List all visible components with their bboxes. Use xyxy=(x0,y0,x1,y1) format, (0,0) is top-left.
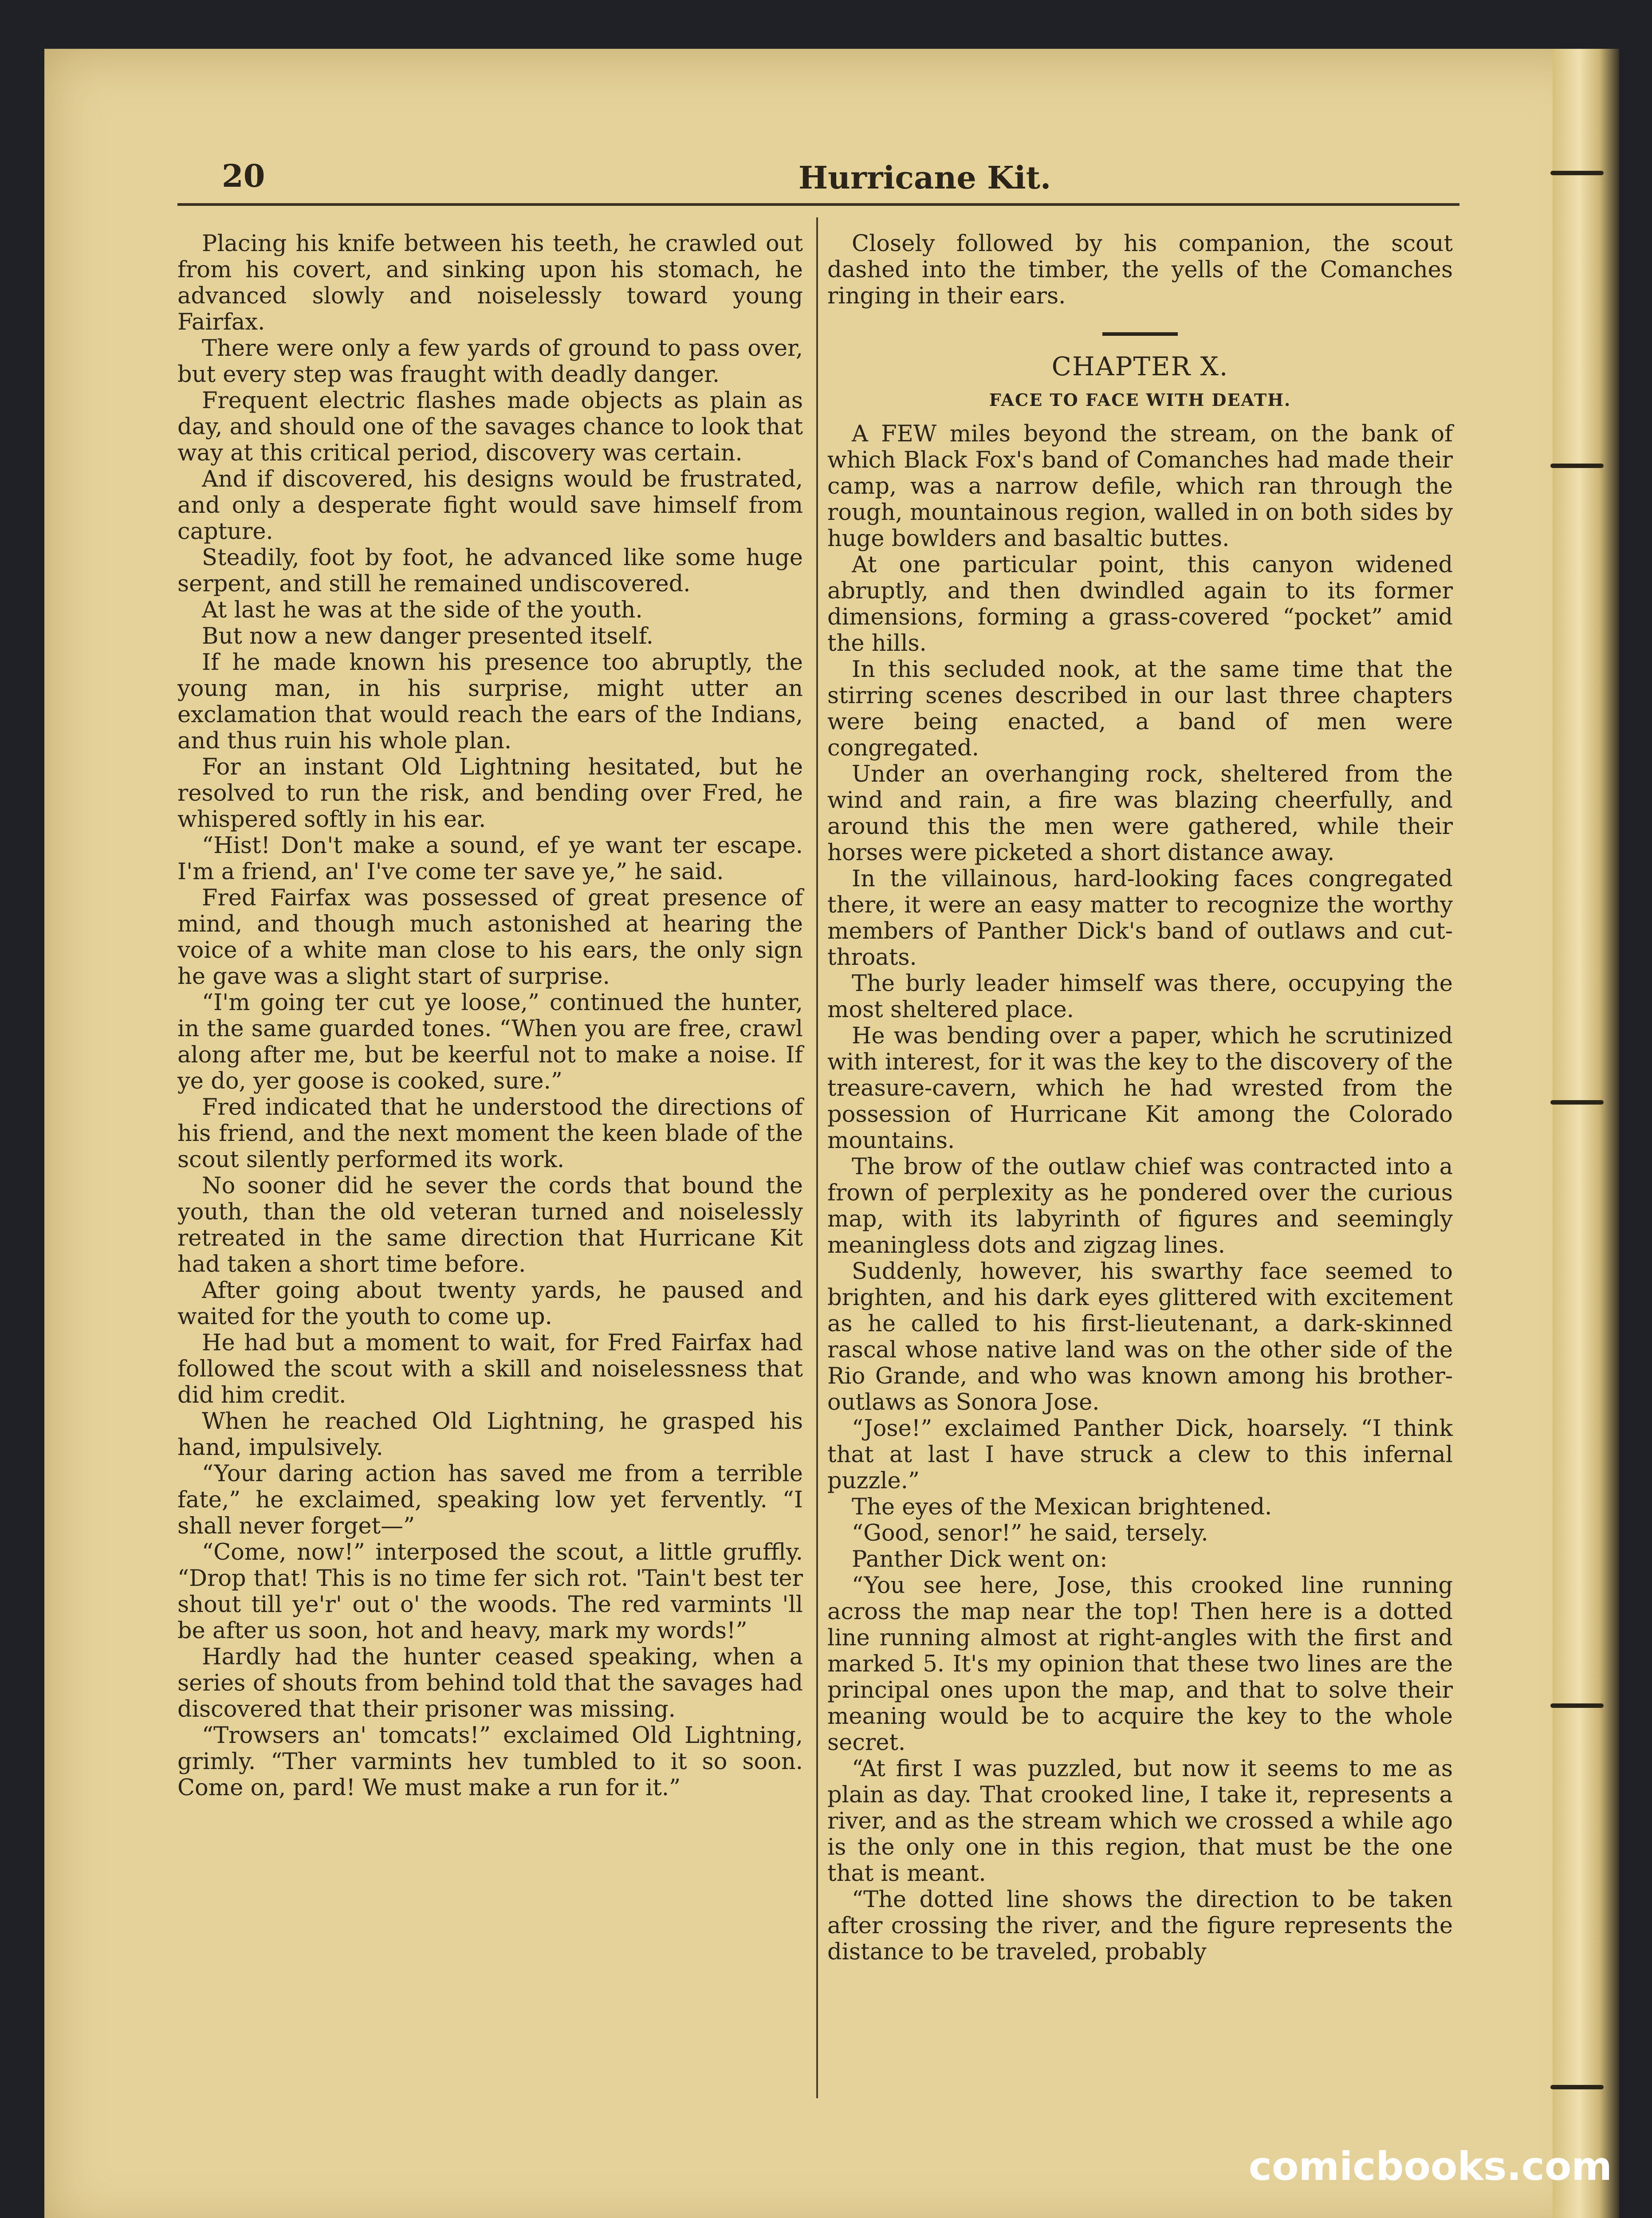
header-rule xyxy=(177,203,1459,206)
paragraph: After going about twenty yards, he paused and waited for the youth to come up. xyxy=(177,1278,803,1330)
paragraph: Under an overhanging rock, sheltered from the wind and rain, a fire was blazing cheerfully, and around this the men were gathered, while their horses were picketed a short distance away. xyxy=(827,761,1453,866)
paragraph: “I'm going ter cut ye loose,” continued the hunter, in the same guarded tones. “When you are free, crawl along after me, but be keerful not to make a noise. If ye do, yer goose is cooked, sure.” xyxy=(177,990,803,1094)
paragraph: “You see here, Jose, this crooked line running across the map near the top! Then here is a dotted line running almost at right-angles with the first and marked 5. It's my opinion that these two lines are the principal ones upon the map, and that to solve their meaning would be to acquire the key to the whole secret. xyxy=(827,1573,1453,1756)
page-header xyxy=(177,157,1464,197)
paragraph: Frequent electric flashes made objects as plain as day, and should one of the savages chance to look that way at this critical period, discovery was certain. xyxy=(177,388,803,466)
chapter-divider xyxy=(1102,332,1178,336)
paragraph: If he made known his presence too abruptly, the young man, in his surprise, might utter an exclamation that would reach the ears of the Indians, and thus ruin his whole plan. xyxy=(177,649,803,754)
binding-stitch xyxy=(1550,1100,1604,1105)
paragraph: Fred indicated that he understood the directions of his friend, and the next moment the keen blade of the scout silently performed its work. xyxy=(177,1094,803,1173)
paragraph: The burly leader himself was there, occupying the most sheltered place. xyxy=(827,971,1453,1023)
running-title: Hurricane Kit. xyxy=(798,159,1051,196)
paragraph: Closely followed by his companion, the scout dashed into the timber, the yells of the Comanches ringing in their ears. xyxy=(827,231,1453,309)
paragraph: “At first I was puzzled, but now it seems to me as plain as day. That crooked line, I take it, represents a river, and as the stream which we crossed a while ago is the only one in this region, that must be the one that is meant. xyxy=(827,1756,1453,1887)
paragraph: In the villainous, hard-looking faces congregated there, it were an easy matter to recognize the worthy members of Panther Dick's band of outlaws and cut-throats. xyxy=(827,866,1453,971)
paragraph: Suddenly, however, his swarthy face seemed to brighten, and his dark eyes glittered with excitement as he called to his first-lieutenant, a dark-skinned rascal whose native land was on the other side of the Rio Grande, and who was known among his brother-outlaws as Sonora Jose. xyxy=(827,1258,1453,1416)
left-column xyxy=(177,231,803,1801)
paragraph: He had but a moment to wait, for Fred Fairfax had followed the scout with a skill and noiselessness that did him credit. xyxy=(177,1330,803,1408)
book-spine xyxy=(1553,49,1619,2218)
paragraph: The eyes of the Mexican brightened. xyxy=(852,1494,1272,1520)
chapter-heading: CHAPTER X. xyxy=(1051,351,1229,381)
page-number: 20 xyxy=(222,157,265,194)
paragraph: He was bending over a paper, which he scrutinized with interest, for it was the key to the discovery of the treasure-cavern, which he had wrested from the possession of Hurricane Kit among the Colorado mountains. xyxy=(827,1023,1453,1154)
paragraph: Hardly had the hunter ceased speaking, when a series of shouts from behind told that the savages had discovered that their prisoner was missing. xyxy=(177,1644,803,1722)
chapter-subtitle: FACE TO FACE WITH DEATH. xyxy=(989,390,1291,410)
paragraph: And if discovered, his designs would be frustrated, and only a desperate fight would save himself from capture. xyxy=(177,466,803,545)
right-column xyxy=(827,231,1453,1965)
paragraph: Steadily, foot by foot, he advanced like some huge serpent, and still he remained undiscovered. xyxy=(177,545,803,597)
binding-stitch xyxy=(1550,2085,1604,2089)
paragraph: No sooner did he sever the cords that bound the youth, than the old veteran turned and noiselessly retreated in the same direction that Hurricane Kit had taken a short time before. xyxy=(177,1173,803,1278)
site-watermark: comicbooks.com xyxy=(1248,2143,1612,2189)
paragraph: For an instant Old Lightning hesitated, but he resolved to run the risk, and bending over Fred, he whispered softly in his ear. xyxy=(177,754,803,833)
paragraph: “Trowsers an' tomcats!” exclaimed Old Lightning, grimly. “Ther varmints hev tumbled to it so soon. Come on, pard! We must make a run for it.” xyxy=(177,1722,803,1801)
paragraph: But now a new danger presented itself. xyxy=(202,623,653,649)
paragraph: A FEW miles beyond the stream, on the bank of which Black Fox's band of Comanches had made their camp, was a narrow defile, which ran through the rough, mountainous region, walled in on both sides by huge bowlders and basaltic buttes. xyxy=(827,421,1453,552)
paragraph: “Your daring action has saved me from a terrible fate,” he exclaimed, speaking low yet fervently. “I shall never forget—” xyxy=(177,1461,803,1539)
column-divider xyxy=(816,217,818,2098)
paragraph: Fred Fairfax was possessed of great presence of mind, and though much astonished at hearing the voice of a white man close to his ears, the only sign he gave was a slight start of surprise. xyxy=(177,885,803,990)
paragraph: Placing his knife between his teeth, he crawled out from his covert, and sinking upon his stomach, he advanced slowly and noiselessly toward young Fairfax. xyxy=(177,231,803,335)
paragraph: “Come, now!” interposed the scout, a little gruffly. “Drop that! This is no time fer sich rot. 'Tain't best ter shout till ye'r' out o' the woods. The red varmints 'll be after us soon, hot and heavy, mark my words!” xyxy=(177,1539,803,1644)
binding-stitch xyxy=(1550,171,1604,175)
binding-stitch xyxy=(1550,464,1604,468)
paragraph: When he reached Old Lightning, he grasped his hand, impulsively. xyxy=(177,1408,803,1461)
paragraph: “The dotted line shows the direction to be taken after crossing the river, and the figure represents the distance to be traveled, probably xyxy=(827,1887,1453,1965)
paragraph: “Good, senor!” he said, tersely. xyxy=(852,1520,1208,1546)
paragraph: At one particular point, this canyon widened abruptly, and then dwindled again to its former dimensions, forming a grass-covered “pocket” amid the hills. xyxy=(827,552,1453,657)
paragraph: Panther Dick went on: xyxy=(852,1546,1108,1573)
binding-stitch xyxy=(1550,1703,1604,1708)
paragraph: The brow of the outlaw chief was contracted into a frown of perplexity as he pondered over the curious map, with its labyrinth of figures and seemingly meaningless dots and zigzag lines. xyxy=(827,1154,1453,1258)
paragraph: “Hist! Don't make a sound, ef ye want ter escape. I'm a friend, an' I've come ter save ye,” he said. xyxy=(177,833,803,885)
paragraph: “Jose!” exclaimed Panther Dick, hoarsely. “I think that at last I have struck a clew to this infernal puzzle.” xyxy=(827,1416,1453,1494)
paragraph: In this secluded nook, at the same time that the stirring scenes described in our last three chapters were being enacted, a band of men were congregated. xyxy=(827,657,1453,761)
paragraph: At last he was at the side of the youth. xyxy=(202,597,643,623)
paragraph: There were only a few yards of ground to pass over, but every step was fraught with deadly danger. xyxy=(177,335,803,388)
